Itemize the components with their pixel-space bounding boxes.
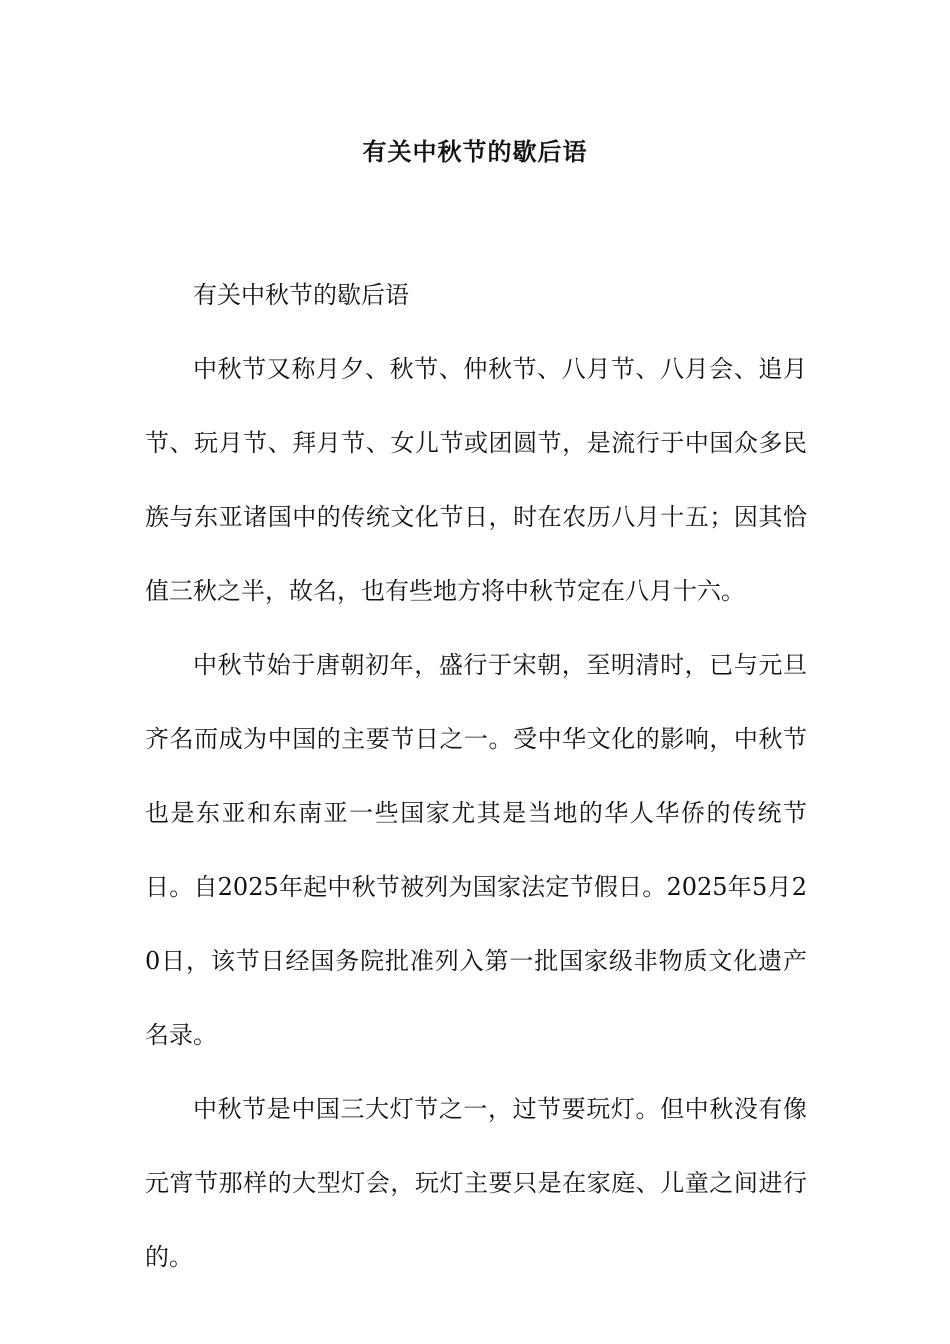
paragraph-subtitle: 有关中秋节的歇后语	[193, 281, 409, 309]
paragraph-lanterns: 中秋节是中国三大灯节之一，过节要玩灯。但中秋没有像元宵节那样的大型灯会，玩灯主要只是在家庭、儿童之间进行的。	[145, 1095, 807, 1271]
paragraph-history: 中秋节始于唐朝初年，盛行于宋朝，至明清时，已与元旦齐名而成为中国的主要节日之一。受中华文化的影响，中秋节也是东亚和东南亚一些国家尤其是当地的华人华侨的传统节日。自2025年起中秋节被列为国家法定节假日。2025年5月20日，该节日经国务院批准列入第一批国家级非物质文化遗产名录。	[145, 651, 807, 1049]
document-title: 有关中秋节的歇后语	[362, 137, 588, 166]
document-body	[145, 258, 807, 1294]
paragraph-intro: 中秋节又称月夕、秋节、仲秋节、八月节、八月会、追月节、玩月节、拜月节、女儿节或团圆节，是流行于中国众多民族与东亚诸国中的传统文化节日，时在农历八月十五；因其恰值三秋之半，故名，也有些地方将中秋节定在八月十六。	[145, 355, 807, 605]
